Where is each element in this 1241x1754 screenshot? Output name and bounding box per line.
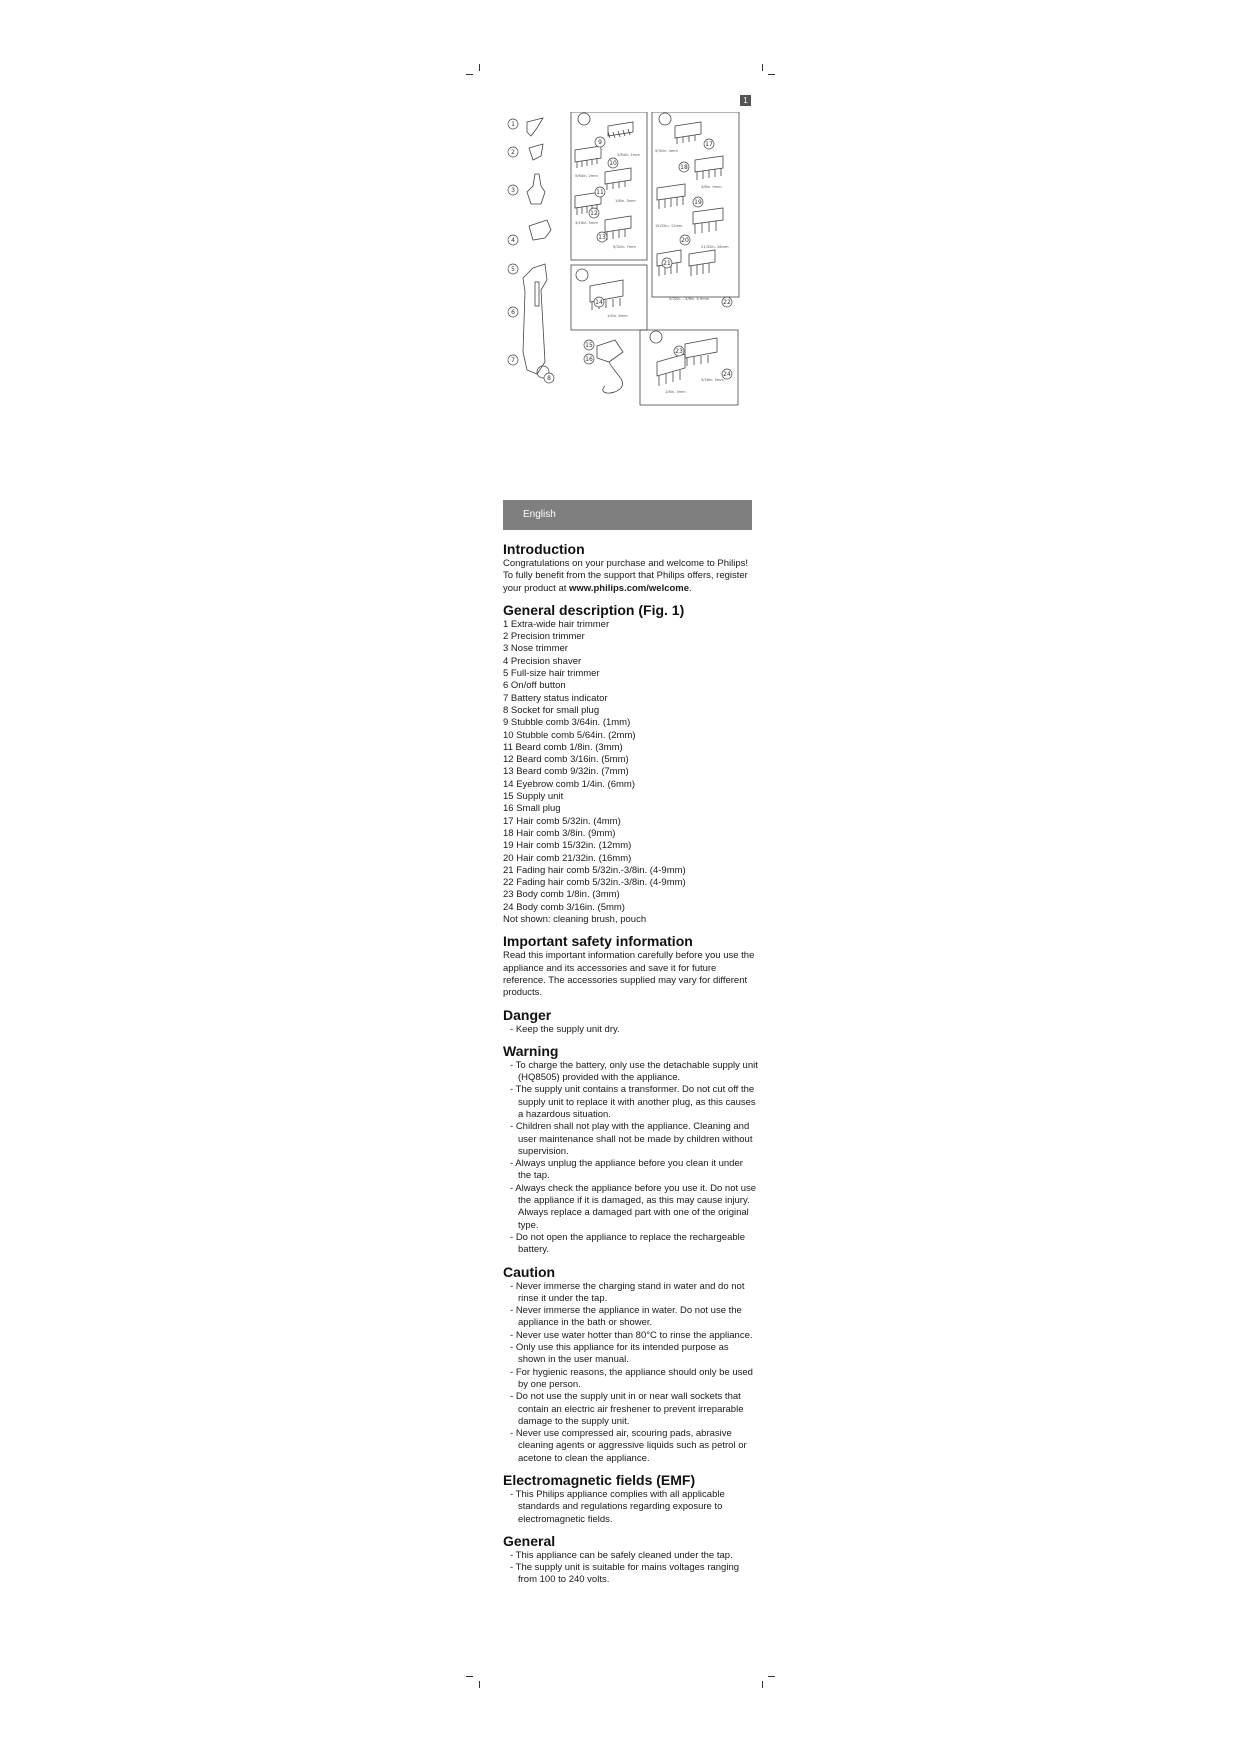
emf-item: - This Philips appliance complies with all applicable standards and regulations regarding exposure to electromagnetic fields. xyxy=(503,1489,758,1526)
callout-1: 1 xyxy=(511,121,515,129)
comb-label-10: 5/64in. 2mm xyxy=(575,174,598,178)
callout-7: 7 xyxy=(511,357,515,365)
comb-label-13: 9/32in. 7mm xyxy=(613,245,636,249)
crop-mark-bottom-left xyxy=(479,1681,480,1688)
warning-list xyxy=(503,1060,758,1257)
callout-24: 24 xyxy=(723,371,731,379)
comb-label-23: 1/8in. 3mm xyxy=(665,390,686,394)
parts-list-item: 11 Beard comb 1/8in. (3mm) xyxy=(503,741,623,753)
parts-list-item: 12 Beard comb 3/16in. (5mm) xyxy=(503,754,629,766)
callout-20: 20 xyxy=(681,237,689,245)
callout-10: 10 xyxy=(609,160,617,168)
parts-list-item: 22 Fading hair comb 5/32in.-3/8in. (4-9mm) xyxy=(503,877,686,889)
introduction-period: . xyxy=(689,582,692,594)
caution-item: - Never use compressed air, scouring pads, abrasive cleaning agents or aggressive liquids such as petrol or acetone to clean the appliance. xyxy=(503,1428,758,1465)
crop-mark-bottom-right xyxy=(762,1681,763,1688)
parts-list-item: 9 Stubble comb 3/64in. (1mm) xyxy=(503,717,631,729)
danger-section xyxy=(503,1007,758,1036)
parts-list-item: 1 Extra-wide hair trimmer xyxy=(503,618,610,630)
head-hair-icon xyxy=(659,113,671,125)
supply-cable-illustration xyxy=(603,362,623,393)
callout-3: 3 xyxy=(511,187,515,195)
product-figure xyxy=(505,112,740,407)
callout-9: 9 xyxy=(598,139,602,147)
general-item: - The supply unit is suitable for mains voltages ranging from 100 to 240 volts. xyxy=(503,1562,758,1587)
caution-item: - Only use this appliance for its intended purpose as shown in the user manual. xyxy=(503,1342,758,1367)
callout-15: 15 xyxy=(585,342,593,350)
eyebrow-comb-box xyxy=(571,265,647,330)
beard-face-icon xyxy=(578,113,590,125)
parts-list-item: 23 Body comb 1/8in. (3mm) xyxy=(503,889,620,901)
caution-item: - Never use water hotter than 80°C to rinse the appliance. xyxy=(503,1330,758,1342)
callout-23: 23 xyxy=(675,348,683,356)
nose-trimmer-illustration xyxy=(527,174,545,204)
parts-list-item: 4 Precision shaver xyxy=(503,655,582,667)
general-description-heading: General description (Fig. 1) xyxy=(503,601,685,618)
comb-label-20: 21/32in. 16mm xyxy=(701,245,729,249)
parts-list-item: 19 Hair comb 15/32in. (12mm) xyxy=(503,840,632,852)
danger-item: - Keep the supply unit dry. xyxy=(503,1024,758,1036)
warning-section xyxy=(503,1043,758,1257)
caution-item: - For hygienic reasons, the appliance should only be used by one person. xyxy=(503,1367,758,1392)
caution-item: - Never immerse the appliance in water. Do not use the appliance in the bath or shower. xyxy=(503,1305,758,1330)
safety-section xyxy=(503,933,758,999)
crop-mark-top-right xyxy=(762,64,763,71)
introduction-body: Congratulations on your purchase and welcome to Philips! To fully benefit from the support that Philips offers, register your product at xyxy=(503,558,749,594)
introduction-section xyxy=(503,541,758,595)
page-number: 1 xyxy=(740,95,751,106)
warning-item: - To charge the battery, only use the detachable supply unit (HQ8505) provided with the appliance. xyxy=(503,1060,758,1085)
eyebrow-icon xyxy=(576,269,588,281)
crop-mark-top-right xyxy=(768,74,775,75)
caution-item: - Do not use the supply unit in or near wall sockets that contain an electric air freshener to prevent irreparable damage to the supply unit. xyxy=(503,1391,758,1428)
safety-text: Read this important information carefully before you use the appliance and its accessories and save it for future reference. The accessories supplied may vary for different products. xyxy=(503,950,755,999)
parts-list-item: 18 Hair comb 3/8in. (9mm) xyxy=(503,827,616,839)
general-description-section xyxy=(503,602,758,926)
comb-label-9: 3/64in. 1mm xyxy=(617,153,640,157)
general-heading: General xyxy=(503,1532,556,1549)
crop-mark-top-left xyxy=(466,74,473,75)
parts-list-item: 6 On/off button xyxy=(503,680,566,692)
parts-list-item: 10 Stubble comb 5/64in. (2mm) xyxy=(503,729,636,741)
crop-mark-bottom-left xyxy=(466,1676,473,1677)
danger-heading: Danger xyxy=(503,1006,552,1023)
language-label: English xyxy=(523,509,556,520)
callout-14: 14 xyxy=(595,299,603,307)
on-off-button-illustration xyxy=(535,282,539,306)
parts-list-item: 15 Supply unit xyxy=(503,791,564,803)
general-section xyxy=(503,1533,758,1587)
comb-label-19: 15/32in. 12mm xyxy=(655,224,683,228)
warning-item: - Always unplug the appliance before you clean it under the tap. xyxy=(503,1158,758,1183)
safety-heading: Important safety information xyxy=(503,933,693,950)
emf-list xyxy=(503,1489,758,1526)
caution-item: - Never immerse the charging stand in water and do not rinse it under the tap. xyxy=(503,1281,758,1306)
general-list xyxy=(503,1550,758,1587)
precision-trimmer-illustration xyxy=(529,144,543,160)
danger-list xyxy=(503,1024,758,1036)
warning-item: - Children shall not play with the appliance. Cleaning and user maintenance shall not be made by children without supervision. xyxy=(503,1121,758,1158)
parts-list-item: 7 Battery status indicator xyxy=(503,692,608,704)
trimmer-handle-illustration xyxy=(523,264,547,374)
parts-list-item: 14 Eyebrow comb 1/4in. (6mm) xyxy=(503,778,635,790)
parts-list-item: 20 Hair comb 21/32in. (16mm) xyxy=(503,852,632,864)
extra-wide-trimmer-illustration xyxy=(527,118,543,136)
introduction-heading: Introduction xyxy=(503,541,585,557)
comb-label-12: 3/16in. 5mm xyxy=(575,221,598,225)
callout-6: 6 xyxy=(511,309,515,317)
welcome-link[interactable]: www.philips.com/welcome xyxy=(569,582,690,594)
parts-list-item: 16 Small plug xyxy=(503,803,561,815)
callout-11: 11 xyxy=(596,189,604,197)
body-comb-box xyxy=(640,330,738,405)
parts-list-item: 8 Socket for small plug xyxy=(503,704,600,716)
crop-mark-top-left xyxy=(479,64,480,71)
callout-2: 2 xyxy=(511,149,515,157)
comb-label-21-22: 5/32in. - 3/8in. 4-9mm xyxy=(669,297,710,301)
callout-22: 22 xyxy=(723,299,731,307)
comb-label-24: 3/16in. 5mm xyxy=(701,378,724,382)
comb-label-18: 3/8in. 9mm xyxy=(701,185,722,189)
parts-list-item: 5 Full-size hair trimmer xyxy=(503,668,600,680)
caution-heading: Caution xyxy=(503,1263,556,1280)
warning-heading: Warning xyxy=(503,1042,559,1059)
language-bar xyxy=(503,500,752,530)
callout-markers xyxy=(508,119,732,383)
callout-19: 19 xyxy=(694,199,702,207)
body-icon xyxy=(650,331,662,343)
parts-list-item: 3 Nose trimmer xyxy=(503,643,568,655)
comb-label-14: 1/4in. 6mm xyxy=(607,314,628,318)
callout-8: 8 xyxy=(547,375,551,383)
callout-12: 12 xyxy=(590,210,598,218)
general-item: - This appliance can be safely cleaned under the tap. xyxy=(503,1550,758,1562)
callout-17: 17 xyxy=(705,141,713,149)
parts-list-item: 21 Fading hair comb 5/32in.-3/8in. (4-9mm) xyxy=(503,864,686,876)
precision-shaver-illustration xyxy=(529,220,551,240)
caution-list xyxy=(503,1281,758,1465)
crop-mark-bottom-right xyxy=(768,1676,775,1677)
comb-label-11: 1/8in. 3mm xyxy=(615,199,636,203)
supply-unit-illustration xyxy=(597,340,623,362)
callout-13: 13 xyxy=(598,234,606,242)
emf-section xyxy=(503,1472,758,1526)
parts-list-item: Not shown: cleaning brush, pouch xyxy=(503,914,647,926)
callout-21: 21 xyxy=(663,260,671,268)
callout-16: 16 xyxy=(585,356,593,364)
caution-section xyxy=(503,1264,758,1465)
callout-4: 4 xyxy=(511,237,515,245)
warning-item: - Always check the appliance before you use it. Do not use the appliance if it is damaged, as this may cause injury. Always replace a damaged part with one of the original type. xyxy=(503,1183,758,1232)
callout-18: 18 xyxy=(680,164,688,172)
parts-list-item: 13 Beard comb 9/32in. (7mm) xyxy=(503,766,629,778)
parts-list xyxy=(503,619,758,926)
parts-list-item: 17 Hair comb 5/32in. (4mm) xyxy=(503,815,621,827)
manual-content xyxy=(503,541,758,1594)
emf-heading: Electromagnetic fields (EMF) xyxy=(503,1472,696,1488)
introduction-text xyxy=(503,558,758,595)
warning-item: - The supply unit contains a transformer. Do not cut off the supply unit to replace it with another plug, as this causes a hazardous situation. xyxy=(503,1084,758,1121)
comb-label-17: 5/32in. 4mm xyxy=(655,149,678,153)
warning-item: - Do not open the appliance to replace the rechargeable battery. xyxy=(503,1232,758,1257)
parts-list-item: 2 Precision trimmer xyxy=(503,631,585,643)
parts-list-item: 24 Body comb 3/16in. (5mm) xyxy=(503,901,625,913)
callout-5: 5 xyxy=(511,266,515,274)
